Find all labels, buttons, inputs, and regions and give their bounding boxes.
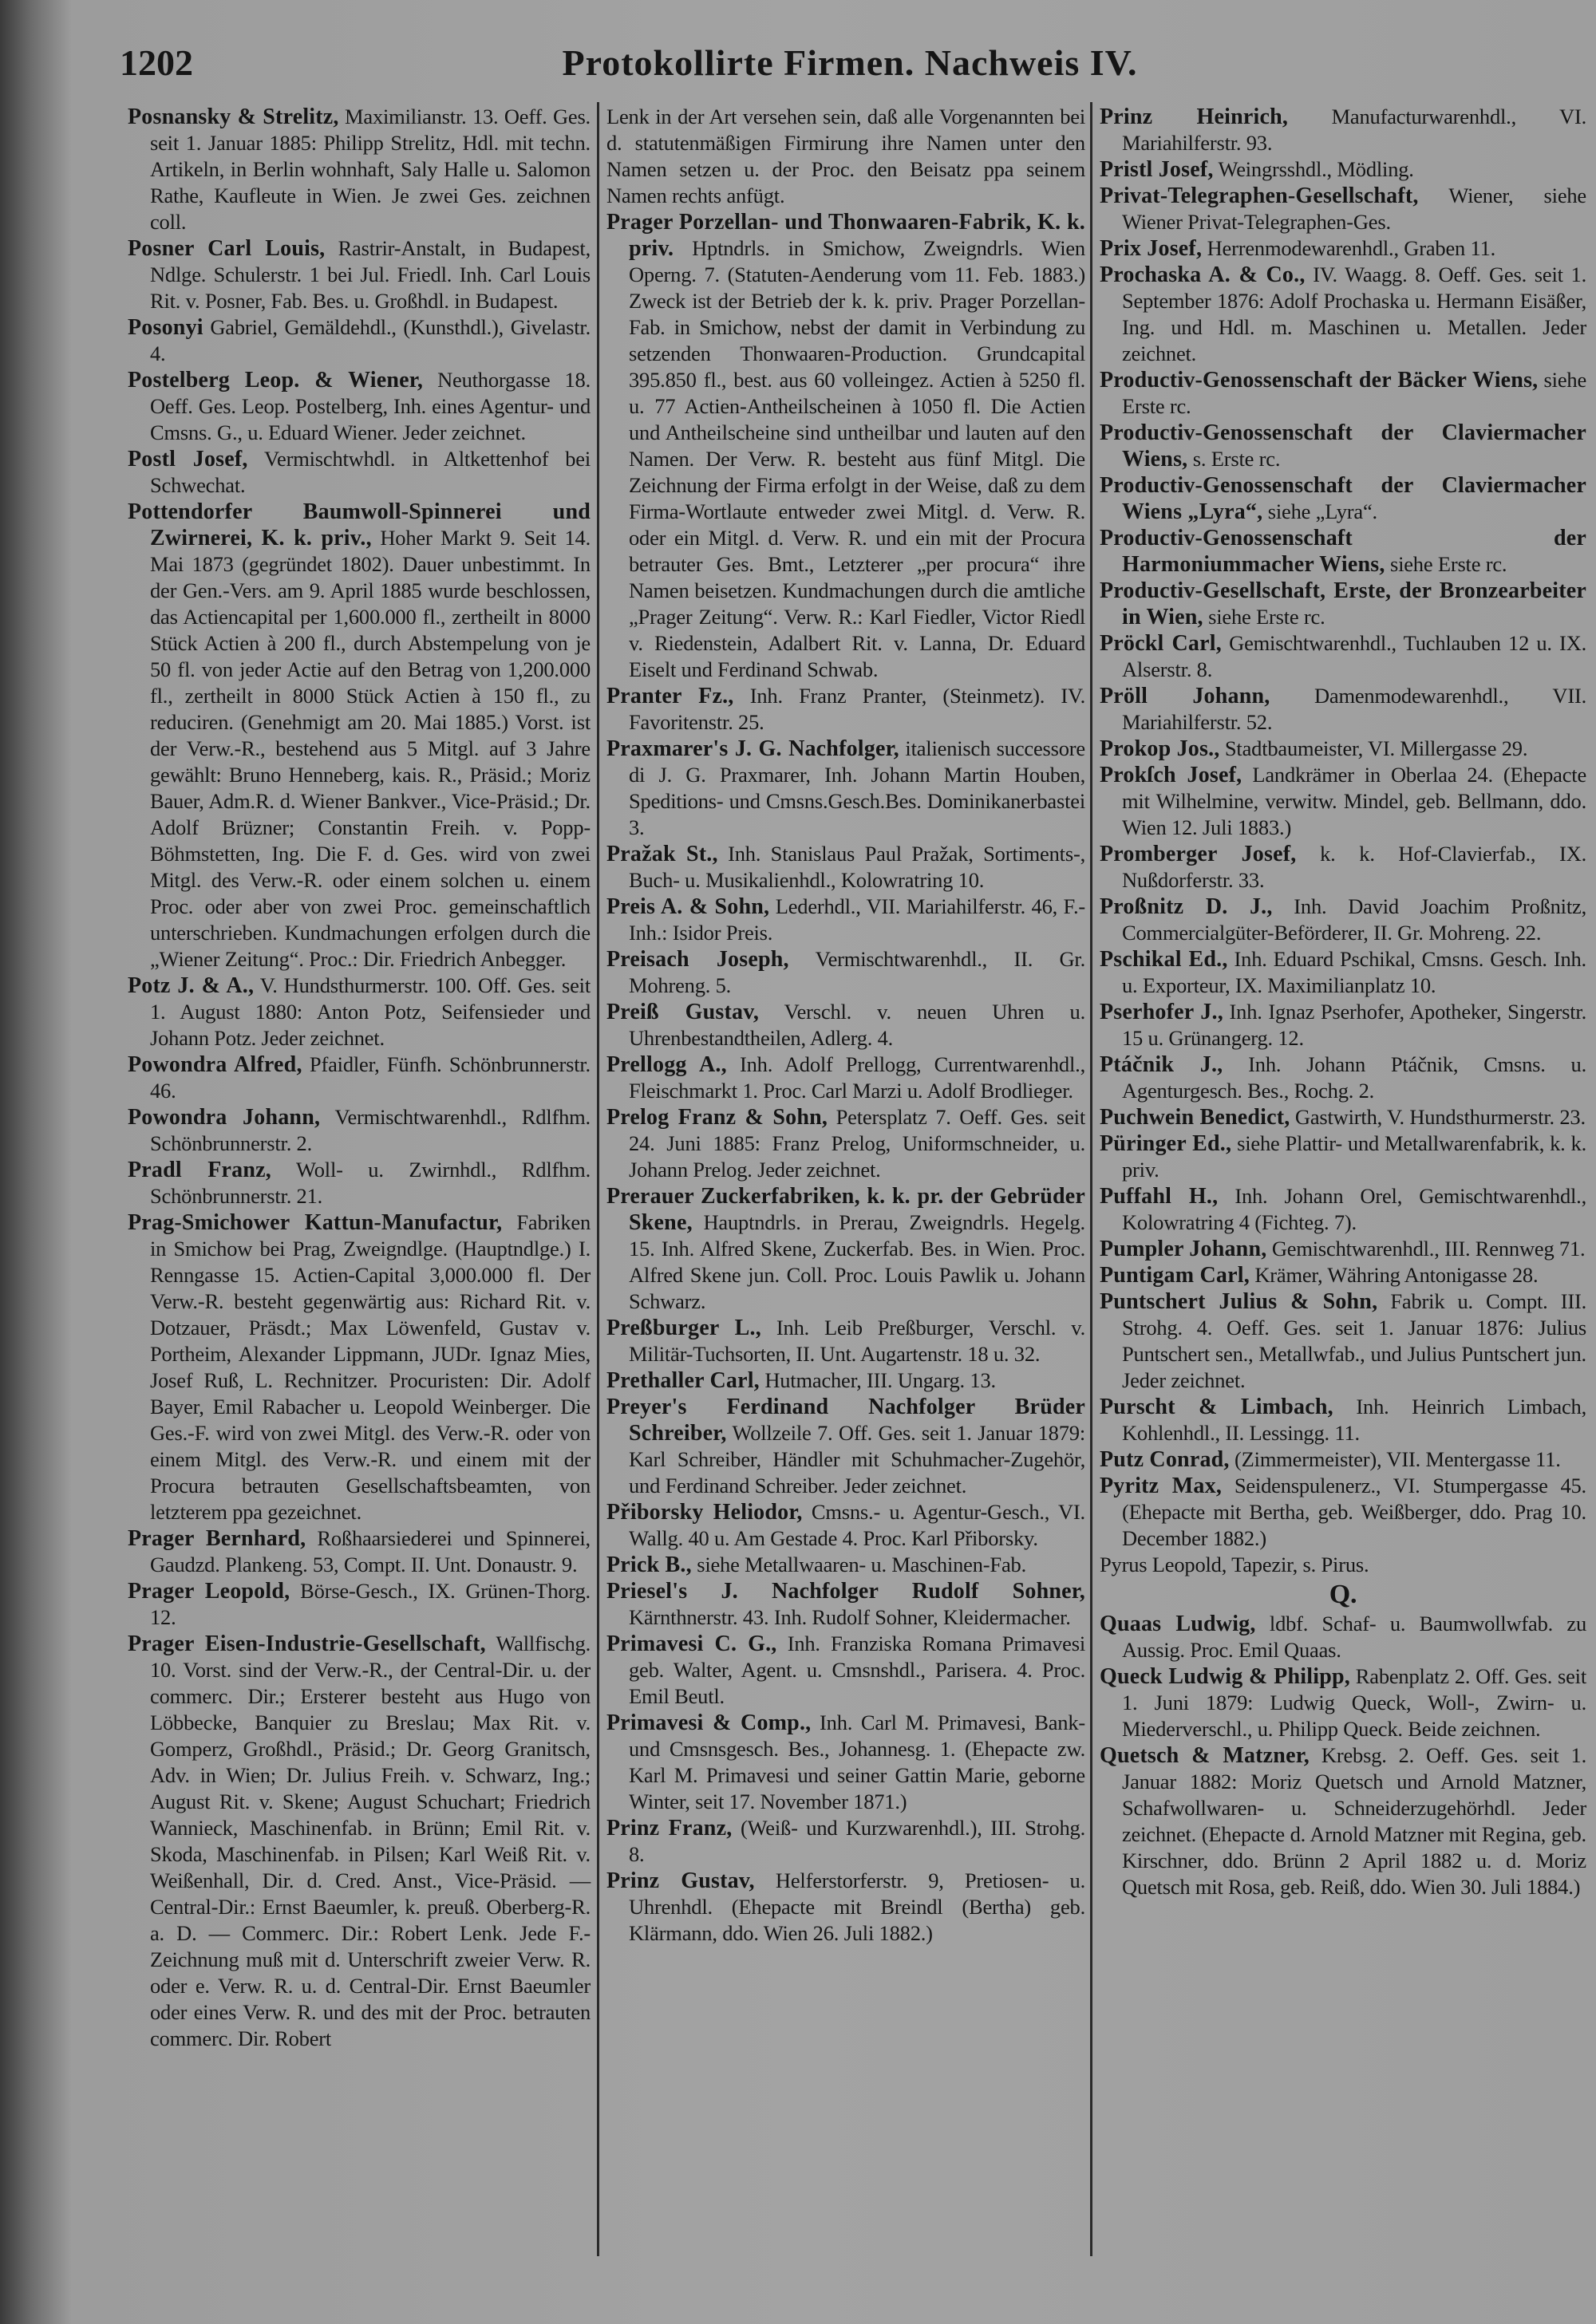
firm-name: Productiv-Genossenschaft der Harmoniummacher Wiens, bbox=[1100, 526, 1586, 577]
entry-details: Petersplatz 7. Oeff. Ges. seit 24. Juni 1885: Franz Prelog, Uniformschneider, u. Johann Prelog. Jeder zeichnet. bbox=[629, 1105, 1085, 1182]
entry-details: s. Erste rc. bbox=[1187, 447, 1281, 471]
firm-name: Posnansky & Strelitz, bbox=[128, 105, 339, 129]
entry-details: IV. Waagg. 8. Oeff. Ges. seit 1. September 1876: Adolf Prochaska u. Hermann Eisäßer, Ing. und Hdl. m. Maschinen u. Metallen. Jeder zeichnet. bbox=[1122, 262, 1587, 365]
firm-name: Pumpler Johann, bbox=[1100, 1237, 1267, 1261]
firm-name: Pranter Fz., bbox=[606, 684, 734, 708]
entry-details: Inh. Heinrich Limbach, Kohlenhdl., II. Lessingg. 11. bbox=[1122, 1395, 1586, 1445]
firm-name: Preiß Gustav, bbox=[606, 1000, 760, 1024]
entry-details: Helferstorferstr. 9, Pretiosen- u. Uhrenhdl. (Ehepacte mit Breindl (Bertha) geb. Klärmann, ddo. Wien 26. Juli 1882.) bbox=[629, 1868, 1085, 1945]
directory-entry bbox=[1100, 235, 1586, 262]
directory-entry bbox=[128, 104, 591, 235]
firm-name: Primavesi C. G., bbox=[606, 1632, 777, 1656]
entry-details: Inh. Franziska Romana Primavesi geb. Walter, Agent. u. Cmsnshdl., Parisera. 4. Proc. Emil Beutl. bbox=[629, 1632, 1085, 1708]
firm-name: Prochaska A. & Co., bbox=[1100, 262, 1306, 287]
firm-name: Pottendorfer Baumwoll-Spinnerei und Zwirnerei, K. k. priv., bbox=[128, 499, 591, 550]
firm-name: Proßnitz D. J., bbox=[1100, 894, 1273, 919]
directory-entry bbox=[1100, 1130, 1586, 1183]
entry-details: (Zimmermeister), VII. Mentergasse 11. bbox=[1229, 1447, 1561, 1471]
directory-entry bbox=[1100, 1288, 1586, 1394]
entry-details: Wiener, siehe Wiener Privat-Telegraphen-Ges. bbox=[1122, 183, 1586, 234]
column-2 bbox=[606, 104, 1085, 1947]
directory-entry bbox=[606, 946, 1085, 999]
firm-name: Prager Porzellan- und Thonwaaren-Fabrik, K. k. priv. bbox=[606, 210, 1085, 261]
firm-name: Priesel's J. Nachfolger Rudolf Sohner, bbox=[606, 1579, 1085, 1604]
entry-details: Lederhdl., VII. Mariahilferstr. 46, F.-Inh.: Isidor Preis. bbox=[629, 894, 1085, 945]
entry-details: Vermischtwhdl. in Altkettenhof bei Schwechat. bbox=[150, 447, 591, 497]
firm-name: Prick B., bbox=[606, 1553, 692, 1577]
entry-details: Pfaidler, Fünfh. Schönbrunnerstr. 46. bbox=[150, 1052, 591, 1103]
directory-entry bbox=[1100, 578, 1586, 630]
firm-name: Productiv-Genossenschaft der Bäcker Wiens, bbox=[1100, 368, 1539, 393]
firm-name: Purscht & Limbach, bbox=[1100, 1395, 1333, 1419]
firm-name: Postl Josef, bbox=[128, 447, 248, 472]
directory-entry bbox=[1100, 736, 1586, 762]
entry-details: Inh. Johann Orel, Gemischtwarenhdl., Kolowratring 4 (Fichteg. 7). bbox=[1122, 1184, 1587, 1234]
entry-details: siehe Erste rc. bbox=[1203, 605, 1325, 629]
directory-entry bbox=[1100, 841, 1586, 894]
firm-name: Quaas Ludwig, bbox=[1100, 1612, 1256, 1636]
firm-name: Preßburger L., bbox=[606, 1316, 761, 1340]
firm-name: Pröll Johann, bbox=[1100, 684, 1270, 708]
firm-name: Primavesi & Comp., bbox=[606, 1710, 812, 1735]
directory-entry bbox=[1100, 262, 1586, 367]
directory-entry bbox=[606, 1631, 1085, 1710]
directory-entry bbox=[606, 683, 1085, 736]
entry-details: Gastwirth, V. Hundsthurmerstr. 23. bbox=[1290, 1105, 1586, 1129]
directory-entry bbox=[128, 1578, 591, 1631]
entry-details: Inh. Adolf Prellogg, Currentwarenhdl., Fleischmarkt 1. Proc. Carl Marzi u. Adolf Brodlieger. bbox=[629, 1052, 1085, 1103]
entry-details: siehe Erste rc. bbox=[1385, 552, 1507, 576]
directory-entry bbox=[606, 1394, 1085, 1499]
entry-details: Manufacturwarenhdl., VI. Mariahilferstr. 93. bbox=[1122, 105, 1586, 155]
firm-name: Putz Conrad, bbox=[1100, 1447, 1230, 1472]
directory-entry bbox=[1100, 1446, 1586, 1473]
firm-name: Puchwein Benedict, bbox=[1100, 1105, 1290, 1130]
entry-details: Seidenspulenerz., VI. Stumpergasse 45. (Ehepacte mit Bertha, geb. Weißberger, ddo. Prag 10. December 1882.) bbox=[1122, 1474, 1586, 1550]
directory-entry bbox=[606, 894, 1085, 946]
firm-name: Powondra Johann, bbox=[128, 1105, 321, 1130]
entry-details: Neuthorgasse 18. Oeff. Ges. Leop. Postelberg, Inh. eines Agentur- und Cmsns. G., u. Eduard Wiener. Jeder zeichnet. bbox=[150, 368, 591, 444]
entry-details: Krämer, Währing Antonigasse 28. bbox=[1249, 1263, 1539, 1287]
directory-entry bbox=[606, 104, 1085, 209]
firm-name: Prinz Heinrich, bbox=[1100, 105, 1289, 129]
directory-entry bbox=[1100, 183, 1586, 235]
firm-name: Püringer Ed., bbox=[1100, 1131, 1232, 1156]
firm-name: Ptáčnik J., bbox=[1100, 1052, 1223, 1077]
entry-details: Inh. Johann Ptáčnik, Cmsns. u. Agenturgesch. Bes., Rochg. 2. bbox=[1122, 1052, 1587, 1103]
firm-name: Pradl Franz, bbox=[128, 1158, 271, 1182]
firm-name: Puntschert Julius & Sohn, bbox=[1100, 1289, 1378, 1314]
directory-entry bbox=[1100, 762, 1586, 841]
directory-entry bbox=[606, 841, 1085, 894]
entry-details: k. k. Hof-Clavierfab., IX. Nußdorferstr. 33. bbox=[1122, 842, 1586, 892]
entry-details: Landkrämer in Oberlaa 24. (Ehepacte mit Wilhelmine, verwitw. Mindel, geb. Bellmann, ddo. Wien 12. Juli 1883.) bbox=[1122, 763, 1587, 839]
firm-name: Prag-Smichower Kattun-Manufactur, bbox=[128, 1210, 503, 1235]
directory-entry bbox=[128, 1209, 591, 1525]
firm-name: Prinz Gustav, bbox=[606, 1868, 755, 1893]
entry-details: Rastrir-Anstalt, in Budapest, Ndlge. Schulerstr. 1 bei Jul. Friedl. Inh. Carl Louis Rit. v. Posner, Fab. Bes. u. Großhdl. in Budapest. bbox=[150, 236, 591, 313]
firm-name: Prokſch Josef, bbox=[1100, 763, 1242, 787]
firm-name: Productiv-Genossenschaft der Claviermacher Wiens, bbox=[1100, 420, 1586, 472]
directory-entry bbox=[1100, 1552, 1586, 1578]
firm-name: Quetsch & Matzner, bbox=[1100, 1743, 1310, 1768]
firm-name: Productiv-Gesellschaft, Erste, der Bronzearbeiter in Wien, bbox=[1100, 578, 1586, 629]
entry-details: Stadtbaumeister, VI. Millergasse 29. bbox=[1219, 736, 1528, 760]
directory-entry bbox=[606, 1052, 1085, 1104]
entry-details: Weingrsshdl., Mödling. bbox=[1213, 157, 1414, 181]
directory-entry bbox=[606, 1578, 1085, 1631]
directory-entry bbox=[128, 973, 591, 1052]
entry-details: Gemischtwarenhdl., III. Rennweg 71. bbox=[1266, 1237, 1586, 1261]
entry-details: Vermischtwarenhdl., II. Gr. Mohreng. 5. bbox=[629, 947, 1085, 997]
firm-name: Potz J. & A., bbox=[128, 973, 255, 998]
entry-details: Wollzeile 7. Off. Ges. seit 1. Januar 1879: Karl Schreiber, Händler mit Schuhmacher-Zugehör, und Ferdinand Schreiber. Jeder zeichnet. bbox=[629, 1421, 1085, 1497]
entry-details: siehe Plattir- und Metallwarenfabrik, k. k. priv. bbox=[1122, 1131, 1587, 1182]
firm-name: Prager Leopold, bbox=[128, 1579, 290, 1604]
directory-entry bbox=[128, 1525, 591, 1578]
firm-name: Pröckl Carl, bbox=[1100, 631, 1222, 656]
firm-name: Posner Carl Louis, bbox=[128, 236, 326, 261]
firm-name: Queck Ludwig & Philipp, bbox=[1100, 1664, 1350, 1689]
directory-entry bbox=[1100, 1052, 1586, 1104]
directory-entry bbox=[606, 1104, 1085, 1183]
entry-details: Inh. David Joachim Proßnitz, Commercialgüter-Beförderer, II. Gr. Mohreng. 22. bbox=[1122, 894, 1586, 945]
page-header bbox=[120, 24, 1580, 88]
directory-entry bbox=[1100, 1663, 1586, 1742]
directory-entry bbox=[128, 1157, 591, 1209]
firm-name: Puntigam Carl, bbox=[1100, 1263, 1250, 1288]
firm-name: Prix Josef, bbox=[1100, 236, 1203, 261]
firm-name: Pristl Josef, bbox=[1100, 157, 1214, 182]
entry-details: Wallfischg. 10. Vorst. sind der Verw.-R., der Central-Dir. u. der commerc. Dir.; Ersterer besteht aus Hugo von Löbbecke, Banquier zu Breslau; Max Rit. v. Gomperz, Großhdl., Präsid.; Dr. Georg Granitsch, Adv. in Wien; Dr. Julius Freih. v. Schwarz, Ing.; August Rit. v. Skene; August Schuchart; Friedrich Wannieck, Maschinenfab. in Brünn; Emil Rit. v. Skoda, Maschinenfab. in Pilsen; Karl Weiß Rit. v. Weißenhall, Dir. d. Cred. Anst., Vice-Präsid. — Central-Dir.: Ernst Baeumler, k. preuß. Oberberg-R. a. D. — Commerc. Dir.: Robert Lenk. Jede F.-Zeichnung muß mit d. Unterschrift zweier Verw. R. oder e. Verw. R. u. d. Central-Dir. Ernst Baeumler oder eines Verw. R. und des mit der Proc. betrauten commerc. Dir. Robert bbox=[150, 1632, 591, 2050]
entry-details: Maximilianstr. 13. Oeff. Ges. seit 1. Januar 1885: Philipp Strelitz, Hdl. mit techn. Artikeln, in Berlin wohnhaft, Saly Halle u. Salomon Rathe, Kaufleute in Wien. Je zwei Ges. zeichnen coll. bbox=[150, 105, 591, 234]
directory-entry bbox=[1100, 420, 1586, 472]
column-divider bbox=[597, 102, 599, 2256]
directory-entry bbox=[1100, 683, 1586, 736]
directory-entry bbox=[1100, 894, 1586, 946]
section-letter-heading: Q. bbox=[1329, 1580, 1357, 1609]
entry-details: siehe „Lyra“. bbox=[1262, 499, 1377, 523]
entry-details: Hptndrls. in Smichow, Zweigndrls. Wien Operng. 7. (Statuten-Aenderung vom 11. Feb. 1883.) Zweck ist der Betrieb der k. k. priv. Prager Porzellan-Fab. in Smichow, nebst der damit in Verbindung zu setzenden Thonwaaren-Production. Grundcapital 395.850 fl., best. aus 60 volleingez. Actien à 5250 fl. u. 77 Actien-Antheilscheinen à 1050 fl. Die Actien und Antheilscheine sind untheilbar und lauten auf den Namen. Der Verw. R. besteht aus fünf Mitgl. Die Zeichnung der Firma erfolgt in der Weise, daß zu dem Firma-Wortlaute entweder zwei Mitgl. d. Verw. R. oder ein Mitgl. d. Verw. R. und ein mit der Procura betrauter Ges. Bmt., Letzterer „per procura“ ihre Namen beisetzen. Kundmachungen durch die amtliche „Prager Zeitung“. Verw. R.: Karl Fiedler, Victor Riedl v. Riedenstein, Adalbert Rit. v. Lanna, Dr. Eduard Eiselt und Ferdinand Schwab. bbox=[629, 236, 1085, 681]
directory-entry bbox=[1100, 630, 1586, 683]
directory-entry bbox=[1100, 1742, 1586, 1900]
firm-name: Puffahl H., bbox=[1100, 1184, 1219, 1209]
directory-entry bbox=[606, 1183, 1085, 1315]
directory-entry bbox=[606, 1499, 1085, 1552]
directory-entry bbox=[606, 1315, 1085, 1367]
directory-entry bbox=[606, 736, 1085, 841]
firm-name: Prinz Franz, bbox=[606, 1816, 733, 1841]
directory-entry bbox=[128, 446, 591, 499]
entry-details: Gabriel, Gemäldehdl., (Kunsthdl.), Givelastr. 4. bbox=[150, 315, 591, 365]
entry-details: Herrenmodewarenhdl., Graben 11. bbox=[1202, 236, 1496, 260]
directory-entry bbox=[1100, 104, 1586, 156]
firm-name: Privat-Telegraphen-Gesellschaft, bbox=[1100, 183, 1419, 208]
page-title: Protokollirte Firmen. Nachweis IV. bbox=[562, 42, 1138, 83]
entry-details: Roßhaarsiederei und Spinnerei, Gaudzd. Plankeng. 53, Compt. II. Unt. Donaustr. 9. bbox=[150, 1526, 591, 1576]
entry-details: Woll- u. Zwirnhdl., Rdlfhm. Schönbrunnerstr. 21. bbox=[150, 1158, 591, 1208]
directory-entry bbox=[1100, 367, 1586, 420]
directory-entry bbox=[1100, 946, 1586, 999]
entry-details: Krebsg. 2. Oeff. Ges. seit 1. Januar 1882: Moriz Quetsch und Arnold Matzner, Schafwollwaren- u. Schneiderzugehörhdl. Jeder zeichnet. (Ehepacte d. Arnold Matzner mit Regina, geb. Kirschner, ddo. Brünn 2 April 1882 u. d. Moriz Quetsch mit Rosa, geb. Reiß, ddo. Wien 30. Juli 1884.) bbox=[1122, 1743, 1587, 1899]
firm-name: Preisach Joseph, bbox=[606, 947, 789, 972]
firm-name: Posonyi bbox=[128, 315, 203, 340]
entry-details: Rabenplatz 2. Off. Ges. seit 1. Juni 1879: Ludwig Queck, Woll-, Zwirn- u. Miederverschl., u. Philipp Queck. Beide zeichnen. bbox=[1122, 1664, 1586, 1741]
entry-details: Inh. Eduard Pschikal, Cmsns. Gesch. Inh. u. Exporteur, IX. Maximilianplatz 10. bbox=[1122, 947, 1586, 997]
firm-name: Prelog Franz & Sohn, bbox=[606, 1105, 828, 1130]
entry-details: Lenk in der Art versehen sein, daß alle Vorgenannten bei d. statutenmäßigen Firmirung ihre Namen unter den Namen setzen u. der Proc. den Beisatz ppa seinem Namen rechts anfügt. bbox=[606, 105, 1085, 207]
directory-entry bbox=[1100, 1473, 1586, 1552]
directory-entry bbox=[1100, 1394, 1586, 1446]
entry-details: (Weiß- und Kurzwarenhdl.), III. Strohg. 8. bbox=[629, 1816, 1085, 1866]
column-1 bbox=[128, 104, 591, 2052]
column-3 bbox=[1100, 104, 1586, 1900]
entry-details: siehe Erste rc. bbox=[1122, 368, 1587, 418]
entry-details: italienisch successore di J. G. Praxmarer, Inh. Johann Martin Houben, Speditions- und Cmsns.Gesch.Bes. Dominikanerbastei 3. bbox=[629, 736, 1085, 839]
firm-name: Productiv-Genossenschaft der Claviermacher Wiens „Lyra“, bbox=[1100, 473, 1586, 524]
directory-entry bbox=[128, 499, 591, 973]
firm-name: Prokop Jos., bbox=[1100, 736, 1220, 761]
directory-entry bbox=[1100, 1104, 1586, 1130]
entry-details: Vermischtwarenhdl., Rdlfhm. Schönbrunnerstr. 2. bbox=[150, 1105, 591, 1155]
entry-details: Hauptndrls. in Prerau, Zweigndrls. Hegelg. 15. Inh. Alfred Skene, Zuckerfab. Bes. in Wien. Proc. Alfred Skene jun. Coll. Proc. Louis Pawlik u. Johann Schwarz. bbox=[629, 1210, 1085, 1313]
directory-entry bbox=[128, 1631, 591, 2052]
firm-name: Pražak St., bbox=[606, 842, 718, 866]
entry-details: Cmsns.- u. Agentur-Gesch., VI. Wallg. 40 u. Am Gestade 4. Proc. Karl Přiborsky. bbox=[629, 1500, 1085, 1550]
entry-details: Inh. Franz Pranter, (Steinmetz). IV. Favoritenstr. 25. bbox=[629, 684, 1085, 734]
entry-details: Inh. Carl M. Primavesi, Bank- und Cmsnsgesch. Bes., Johannesg. 1. (Ehepacte zw. Karl M. Primavesi und seiner Gattin Marie, geborne Winter, seit 17. November 1871.) bbox=[629, 1710, 1085, 1813]
entry-details: Inh. Leib Preßburger, Verschl. v. Militär-Tuchsorten, II. Unt. Augartenstr. 18 u. 32. bbox=[629, 1316, 1085, 1366]
directory-entry bbox=[1100, 1262, 1586, 1288]
directory-entry bbox=[1100, 1183, 1586, 1236]
entry-details: Fabriken in Smichow bei Prag, Zweigndlge. (Hauptndlge.) I. Renngasse 15. Actien-Capital 3,000.000 fl. Der Verw.-R. besteht gegenwärtig aus: Richard Rit. v. Dotzauer, Präsdt.; Max Löwenfeld, Gustav v. Portheim, Alexander Lippmann, JUDr. Ignaz Mies, Josef Ruß, L. Rechnitzer. Procuristen: Dir. Adolf Bayer, Emil Rabacher u. Leopold Weinberger. Die Ges.-F. wird von zwei Mitgl. des Verw.-R. oder von einem Mitgl. des Verw.-R. und einem mit der Procura betrauten Gesellschaftsbeamten, von letzterem ppa gezeichnet. bbox=[150, 1210, 591, 1524]
directory-entry bbox=[1100, 472, 1586, 525]
directory-entry bbox=[606, 209, 1085, 683]
firm-name: Pyritz Max, bbox=[1100, 1474, 1223, 1498]
entry-details: Verschl. v. neuen Uhren u. Uhrenbestandtheilen, Adlerg. 4. bbox=[629, 1000, 1085, 1050]
directory-entry bbox=[1100, 1236, 1586, 1262]
directory-entry bbox=[1100, 1611, 1586, 1663]
firm-name: Preis A. & Sohn, bbox=[606, 894, 770, 919]
firm-name: Prager Eisen-Industrie-Gesellschaft, bbox=[128, 1632, 486, 1656]
entry-details: Hoher Markt 9. Seit 14. Mai 1873 (gegründet 1802). Dauer unbestimmt. In der Gen.-Vers. am 9. April 1885 wurde beschlossen, das Actiencapital per 1,600.000 fl., zertheilt in 8000 Stück Actien à 200 fl., durch Abstempelung von je 50 fl. von jeder Actie auf den Betrag von 1,200.000 fl., zertheilt in 8000 Stück Actien à 150 fl., zu reduciren. (Genehmigt am 20. Mai 1885.) Vorst. ist der Verw.-R., bestehend aus 5 Mitgl. auf 3 Jahre gewählt: Bruno Henneberg, kais. R., Präsid.; Moriz Bauer, Adm.R. d. Wiener Bankver., Vice-Präsid.; Dr. Adolf Brüzner; Constantin Freih. v. Popp-Böhmstetten, Ing. Die F. d. Ges. wird von zwei Mitgl. des Verw.-R. oder einem solchen u. einem Proc. oder aber von zwei Proc. gemeinschaftlich unterschrieben. Kundmachungen erfolgen durch die „Wiener Zeitung“. Proc.: Dir. Friedrich Anbegger. bbox=[150, 526, 591, 971]
entry-details: Gemischtwarenhdl., Tuchlauben 12 u. IX. Alserstr. 8. bbox=[1122, 631, 1586, 681]
entry-details: siehe Metallwaaren- u. Maschinen-Fab. bbox=[691, 1553, 1026, 1576]
column-divider bbox=[1090, 102, 1092, 2256]
firm-name: Postelberg Leop. & Wiener, bbox=[128, 368, 424, 393]
entry-details: Damenmodewarenhdl., VII. Mariahilferstr. 52. bbox=[1122, 684, 1586, 734]
directory-entry bbox=[606, 1367, 1085, 1394]
directory-entry bbox=[128, 235, 591, 314]
directory-entry bbox=[606, 1710, 1085, 1815]
firm-name: Prethaller Carl, bbox=[606, 1368, 760, 1393]
directory-entry bbox=[606, 1815, 1085, 1868]
entry-details: Fabrik u. Compt. III. Strohg. 4. Oeff. Ges. seit 1. Januar 1876: Julius Puntschert sen., Metallwfab., und Julius Puntschert jun. Jeder zeichnet. bbox=[1122, 1289, 1586, 1392]
directory-entry bbox=[128, 1052, 591, 1104]
directory-entry bbox=[128, 367, 591, 446]
firm-name: Pserhofer J., bbox=[1100, 1000, 1223, 1024]
entry-details: Hutmacher, III. Ungarg. 13. bbox=[759, 1368, 996, 1392]
firm-name: Powondra Alfred, bbox=[128, 1052, 302, 1077]
firm-name: Prerauer Zuckerfabriken, k. k. pr. der Gebrüder Skene, bbox=[606, 1184, 1085, 1235]
firm-name: Prager Bernhard, bbox=[128, 1526, 306, 1551]
firm-name: Přiborsky Heliodor, bbox=[606, 1500, 803, 1525]
entry-details: Kärnthnerstr. 43. Inh. Rudolf Sohner, Kleidermacher. bbox=[629, 1605, 1071, 1629]
directory-entry bbox=[606, 1868, 1085, 1947]
firm-name: Pschikal Ed., bbox=[1100, 947, 1228, 972]
firm-name: Promberger Josef, bbox=[1100, 842, 1297, 866]
directory-entry bbox=[606, 999, 1085, 1052]
entry-details: Börse-Gesch., IX. Grünen-Thorg. 12. bbox=[150, 1579, 591, 1629]
firm-name: Preyer's Ferdinand Nachfolger Brüder Schreiber, bbox=[606, 1395, 1085, 1446]
entry-details: Pyrus Leopold, Tapezir, s. Pirus. bbox=[1100, 1553, 1369, 1576]
entry-details: V. Hundsthurmerstr. 100. Off. Ges. seit 1. August 1880: Anton Potz, Seifensieder und Johann Potz. Jeder zeichnet. bbox=[150, 973, 591, 1050]
page-number: 1202 bbox=[120, 42, 193, 83]
directory-entry bbox=[128, 314, 591, 367]
directory-entry bbox=[606, 1552, 1085, 1578]
entry-details: Inh. Ignaz Pserhofer, Apotheker, Singerstr. 15 u. Grünangerg. 12. bbox=[1122, 1000, 1587, 1050]
directory-entry bbox=[1100, 999, 1586, 1052]
firm-name: Praxmarer's J. G. Nachfolger, bbox=[606, 736, 899, 761]
directory-entry bbox=[128, 1104, 591, 1157]
firm-name: Prellogg A., bbox=[606, 1052, 727, 1077]
entry-details: Inh. Stanislaus Paul Pražak, Sortiments-, Buch- u. Musikalienhdl., Kolowratring 10. bbox=[629, 842, 1085, 892]
entry-details: ldbf. Schaf- u. Baumwollwfab. zu Aussig. Proc. Emil Quaas. bbox=[1122, 1612, 1586, 1662]
directory-entry bbox=[1100, 156, 1586, 183]
directory-entry bbox=[1100, 525, 1586, 578]
